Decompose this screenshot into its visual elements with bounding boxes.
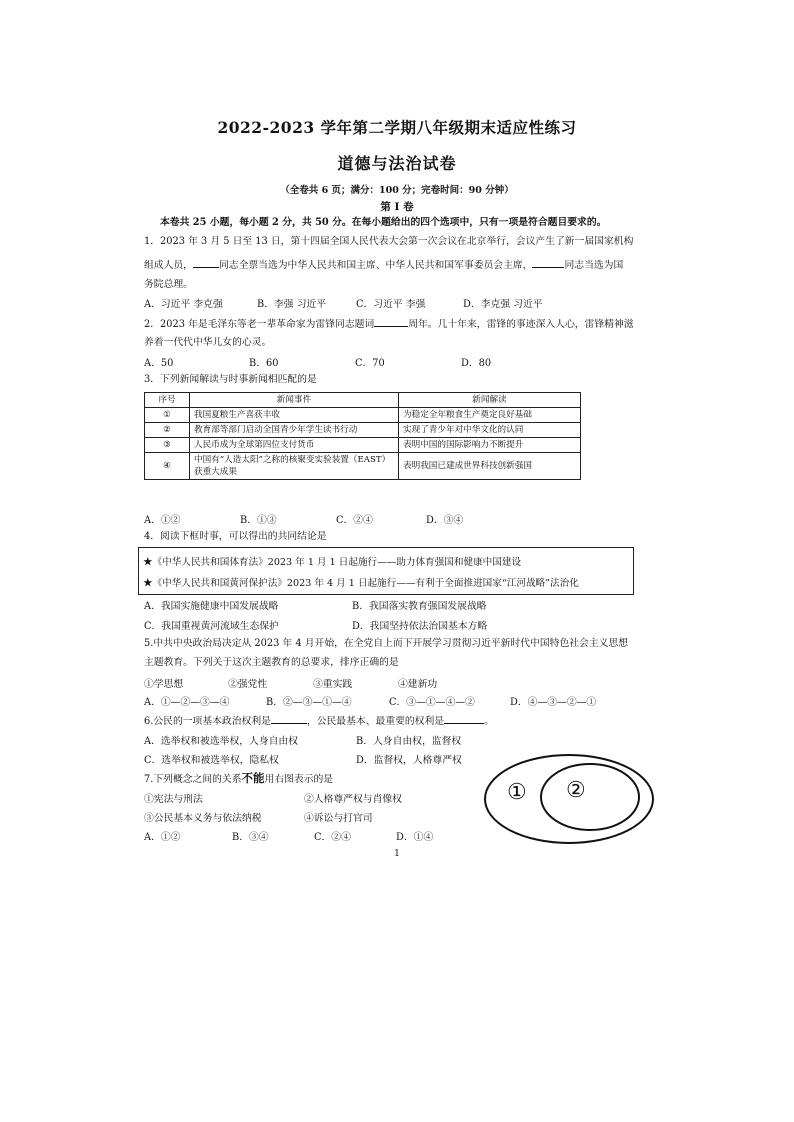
q6-stem bbox=[144, 713, 494, 729]
q7-item-3: ③公民基本义务与依法纳税 bbox=[144, 813, 262, 824]
table-row bbox=[145, 438, 581, 453]
q4-option-c: C．我国重视黄河流域生态保护 bbox=[144, 621, 279, 632]
q7-item-4: ④诉讼与打官司 bbox=[304, 813, 373, 824]
header-index: 序号 bbox=[145, 393, 190, 408]
exam-subtitle: 道德与法治试卷 bbox=[337, 154, 457, 173]
q2-option-b: B．60 bbox=[249, 358, 279, 369]
q5-line2: 主题教育。下列关于这次主题教育的总要求，排序正确的是 bbox=[144, 657, 399, 668]
q1-line3: 务院总理。 bbox=[144, 279, 193, 290]
exam-title: 2022-2023 学年第二学期八年级期末适应性练习 bbox=[217, 118, 577, 137]
q2-line2: 养着一代代中华儿女的心灵。 bbox=[144, 337, 272, 348]
news-table bbox=[144, 392, 581, 480]
box-line-2: ★《中华人民共和国黄河保护法》2023 年 4 月 1 日起施行——有利于全面推进国家“江河战略”法治化 bbox=[143, 578, 579, 589]
instruction: 本卷共 25 小题，每小题 2 分，共 50 分。在每小题给出的四个选项中，只有一项是符合题目要求的。 bbox=[160, 217, 607, 228]
q1-option-d: D．李克强 习近平 bbox=[463, 299, 543, 310]
page-number: 1 bbox=[394, 849, 400, 859]
box-line-1: ★《中华人民共和国体育法》2023 年 1 月 1 日起施行——助力体育强国和健康中国建设 bbox=[143, 557, 522, 568]
answer-blank bbox=[271, 713, 307, 724]
row-interpretation: 为稳定全年粮食生产奠定良好基础 bbox=[399, 408, 581, 423]
q7-item-1: ①宪法与刑法 bbox=[144, 794, 203, 805]
q2-option-a: A．50 bbox=[144, 358, 174, 369]
q7-emphasis: 不能 bbox=[241, 771, 265, 785]
q7-part-a: 7.下列概念之间的关系 bbox=[144, 774, 242, 785]
q7-option-b: B．③④ bbox=[232, 832, 269, 843]
answer-blank bbox=[193, 257, 219, 268]
header-event: 新闻事件 bbox=[190, 393, 399, 408]
q6-part-a: 6.公民的一项基本政治权利是 bbox=[144, 716, 271, 727]
q3-option-b: B．①③ bbox=[240, 515, 277, 526]
q5-line1: 5.中共中央政治局决定从 2023 年 4 月开始，在全党自上而下开展学习贯彻习近平新时代中国特色社会主义思想 bbox=[144, 638, 629, 649]
table-row bbox=[145, 408, 581, 423]
q4-option-b: B．我国落实教育强国发展战略 bbox=[352, 601, 487, 612]
q2-option-c: C．70 bbox=[355, 358, 385, 369]
q7-part-c: 用右图表示的是 bbox=[264, 774, 334, 785]
q5-item-4: ④建新功 bbox=[398, 679, 438, 690]
q1-option-b: B．李强 习近平 bbox=[257, 299, 327, 310]
q5-item-1: ①学思想 bbox=[144, 679, 184, 690]
table-header-row bbox=[145, 393, 581, 408]
q1-line2 bbox=[144, 257, 623, 273]
q5-option-c: C．③—①—④—② bbox=[389, 697, 475, 708]
row-interpretation: 表明中国的国际影响力不断提升 bbox=[399, 438, 581, 453]
q7-item-2: ②人格尊严权与肖像权 bbox=[304, 794, 402, 805]
row-event: 我国夏粮生产喜获丰收 bbox=[190, 408, 399, 423]
q5-item-3: ③重实践 bbox=[313, 679, 353, 690]
q6-part-c: 。 bbox=[484, 716, 494, 727]
q1-line2c: 同志当选为国 bbox=[564, 260, 624, 271]
part-heading: 第 Ⅰ 卷 bbox=[380, 201, 414, 213]
q7-option-a: A．①② bbox=[144, 832, 181, 843]
inner-ellipse bbox=[541, 764, 639, 830]
q4-stem: 4．阅读下框时事，可以得出的共同结论是 bbox=[144, 531, 327, 542]
q2-line1a: 2．2023 年是毛泽东等老一辈革命家为雷锋同志题词 bbox=[144, 319, 375, 330]
q2-option-d: D．80 bbox=[461, 358, 492, 369]
venn-label-outer: ① bbox=[507, 780, 527, 805]
q6-option-a: A．选举权和被选举权，人身自由权 bbox=[144, 736, 299, 747]
q3-option-d: D．③④ bbox=[426, 515, 464, 526]
q5-item-2: ②强党性 bbox=[228, 679, 268, 690]
venn-label-inner: ② bbox=[566, 778, 586, 803]
q6-option-c: C．选举权和被选举权，隐私权 bbox=[144, 755, 279, 766]
row-index: ② bbox=[145, 423, 190, 438]
news-box bbox=[138, 547, 634, 595]
q1-line2b: 同志全票当选为中华人民共和国主席、中华人民共和国军事委员会主席， bbox=[218, 260, 533, 271]
q5-option-a: A．①—②—③—④ bbox=[144, 697, 230, 708]
exam-info: （全卷共 6 页；满分：100 分；完卷时间：90 分钟） bbox=[280, 185, 514, 196]
q2-line1b: 周年。几十年来，雷锋的事迹深入人心，雷锋精神滋 bbox=[408, 319, 634, 330]
table-row bbox=[145, 423, 581, 438]
header-interpretation: 新闻解读 bbox=[399, 393, 581, 408]
q1-option-c: C．习近平 李强 bbox=[356, 299, 426, 310]
row-interpretation: 表明我国已建成世界科技创新强国 bbox=[399, 453, 581, 480]
row-event: 中国有“人造太阳”之称的核聚变实验装置（EAST）获重大成果 bbox=[190, 453, 399, 480]
q7-option-c: C．②④ bbox=[314, 832, 351, 843]
q1-line1: 1．2023 年 3 月 5 日至 13 日，第十四届全国人民代表大会第一次会议在北京举行，会议产生了新一届国家机构 bbox=[144, 236, 634, 247]
row-index: ① bbox=[145, 408, 190, 423]
q3-option-c: C．②④ bbox=[336, 515, 373, 526]
q7-option-d: D．①④ bbox=[396, 832, 434, 843]
table-row bbox=[145, 453, 581, 480]
q6-option-b: B．人身自由权，监督权 bbox=[356, 736, 462, 747]
q1-option-a: A．习近平 李克强 bbox=[144, 299, 223, 310]
q5-option-b: B．②—③—①—④ bbox=[266, 697, 352, 708]
q7-stem bbox=[144, 771, 333, 787]
row-index: ④ bbox=[145, 453, 190, 480]
row-index: ③ bbox=[145, 438, 190, 453]
q2-line1 bbox=[144, 316, 634, 332]
answer-blank bbox=[532, 257, 564, 268]
q6-option-d: D．监督权，人格尊严权 bbox=[356, 755, 462, 766]
q3-option-a: A．①② bbox=[144, 515, 181, 526]
q1-line2a: 组成人员， bbox=[144, 260, 193, 271]
q3-stem: 3．下列新闻解读与时事新闻相匹配的是 bbox=[144, 374, 317, 385]
q4-option-a: A．我国实施健康中国发展战略 bbox=[144, 601, 279, 612]
answer-blank bbox=[374, 316, 408, 327]
row-event: 人民币成为全球第四位支付货币 bbox=[190, 438, 399, 453]
answer-blank bbox=[444, 713, 484, 724]
row-interpretation: 实现了青少年对中华文化的认同 bbox=[399, 423, 581, 438]
row-event: 教育部等部门启动全国青少年学生读书行动 bbox=[190, 423, 399, 438]
q4-option-d: D．我国坚持依法治国基本方略 bbox=[352, 621, 488, 632]
q5-option-d: D．④—③—②—① bbox=[510, 697, 597, 708]
q6-part-b: ，公民最基本、最重要的权利是 bbox=[306, 716, 445, 727]
